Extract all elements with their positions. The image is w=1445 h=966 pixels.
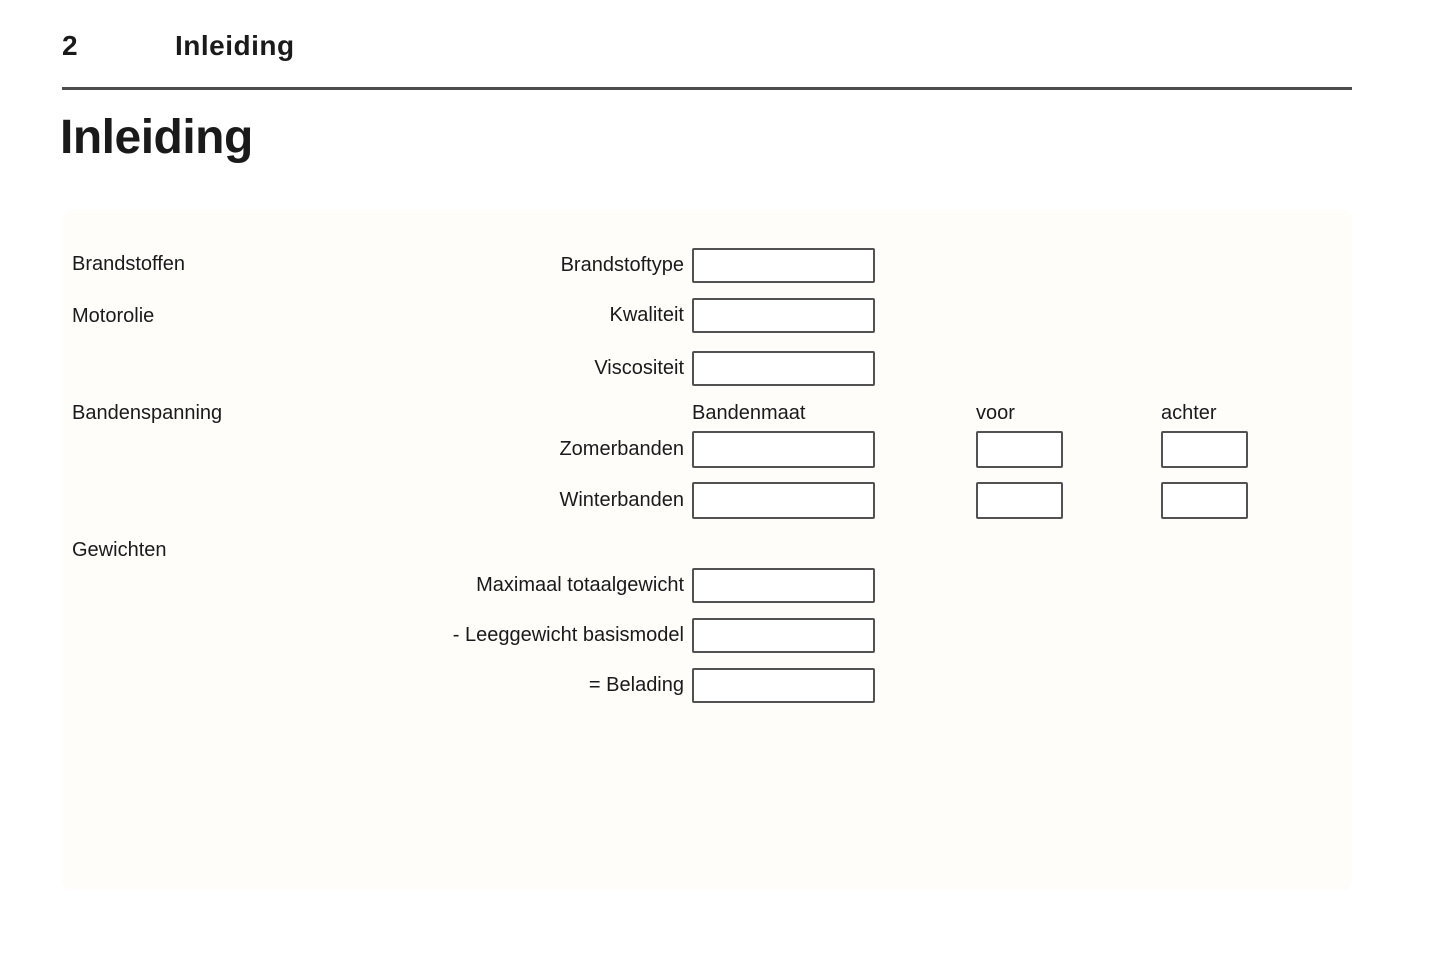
section-label-fuel: Brandstoffen xyxy=(72,253,186,275)
winter-tire-size-input[interactable] xyxy=(692,482,875,519)
section-label-tire-pressure: Bandenspanning xyxy=(72,402,223,424)
summer-front-pressure-input[interactable] xyxy=(976,431,1063,468)
empty-weight-label: - Leeggewicht basismodel xyxy=(452,624,684,646)
summer-rear-pressure-input[interactable] xyxy=(1161,431,1248,468)
winter-rear-pressure-input[interactable] xyxy=(1161,482,1248,519)
service-data-panel xyxy=(62,209,1352,890)
load-input[interactable] xyxy=(692,668,875,703)
load-label: = Belading xyxy=(588,674,684,696)
tire-rear-column-header: achter xyxy=(1161,402,1217,424)
oil-viscosity-input[interactable] xyxy=(692,351,875,386)
tire-size-column-header: Bandenmaat xyxy=(692,402,806,424)
summer-tires-label: Zomerbanden xyxy=(559,438,684,460)
max-total-weight-input[interactable] xyxy=(692,568,875,603)
header-divider xyxy=(62,87,1352,90)
empty-weight-input[interactable] xyxy=(692,618,875,653)
winter-front-pressure-input[interactable] xyxy=(976,482,1063,519)
section-label-oil: Motorolie xyxy=(72,305,155,327)
oil-quality-input[interactable] xyxy=(692,298,875,333)
page-title: Inleiding xyxy=(60,111,253,164)
summer-tire-size-input[interactable] xyxy=(692,431,875,468)
winter-tires-label: Winterbanden xyxy=(559,489,684,511)
max-total-weight-label: Maximaal totaalgewicht xyxy=(476,574,684,596)
chapter-title: Inleiding xyxy=(175,30,295,61)
oil-quality-label: Kwaliteit xyxy=(609,304,684,326)
chapter-number: 2 xyxy=(62,30,79,61)
section-label-weights: Gewichten xyxy=(72,539,167,561)
tire-front-column-header: voor xyxy=(976,402,1015,424)
fuel-type-label: Brandstoftype xyxy=(560,254,684,276)
oil-viscosity-label: Viscositeit xyxy=(594,357,684,379)
fuel-type-input[interactable] xyxy=(692,248,875,283)
